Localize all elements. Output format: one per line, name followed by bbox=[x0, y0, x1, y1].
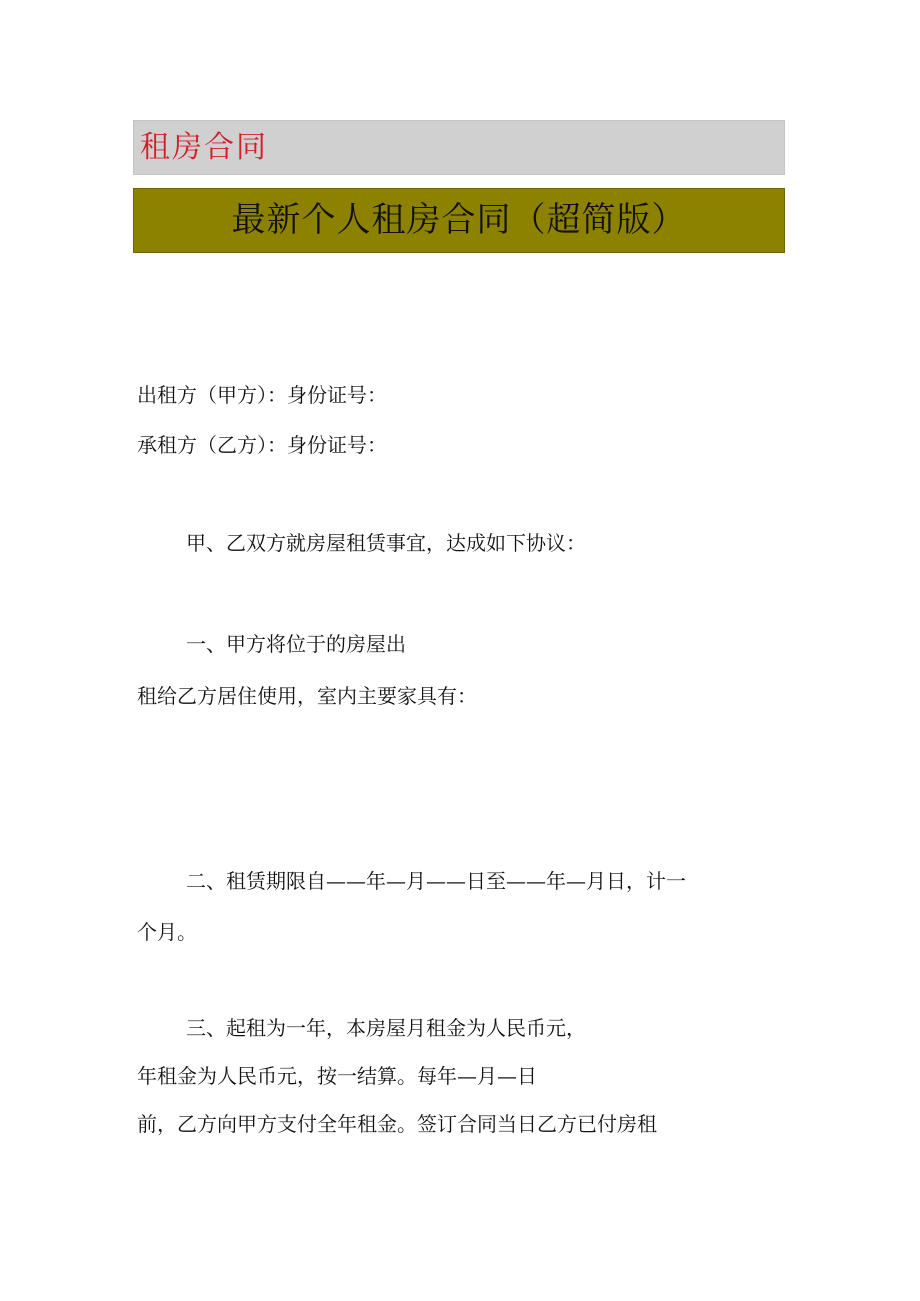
clause-2-line-1: 二、租赁期限自——年—月——日至——年—月日，计一 bbox=[186, 869, 686, 893]
clause-1-line-1: 一、甲方将位于的房屋出 bbox=[186, 632, 406, 656]
clause-3-line-1: 三、起租为一年，本房屋月租金为人民币元， bbox=[186, 1016, 586, 1040]
lessee-line: 承租方（乙方）：身份证号： bbox=[137, 433, 387, 457]
clause-1-line-2: 租给乙方居住使用，室内主要家具有： bbox=[137, 684, 477, 708]
clause-2-line-2: 个月。 bbox=[137, 920, 197, 944]
clause-3-line-2: 年租金为人民币元，按一结算。每年—月—日 bbox=[137, 1064, 537, 1088]
clause-3-line-3: 前，乙方向甲方支付全年租金。签订合同当日乙方已付房租 bbox=[137, 1112, 657, 1136]
lessor-line: 出租方（甲方）：身份证号： bbox=[137, 383, 387, 407]
title-band bbox=[133, 188, 785, 253]
header-label: 租房合同 bbox=[140, 130, 268, 165]
header-band bbox=[133, 120, 785, 175]
document-title: 最新个人租房合同（超简版） bbox=[231, 200, 687, 240]
intro-paragraph: 甲、乙双方就房屋租赁事宜，达成如下协议： bbox=[186, 531, 586, 555]
